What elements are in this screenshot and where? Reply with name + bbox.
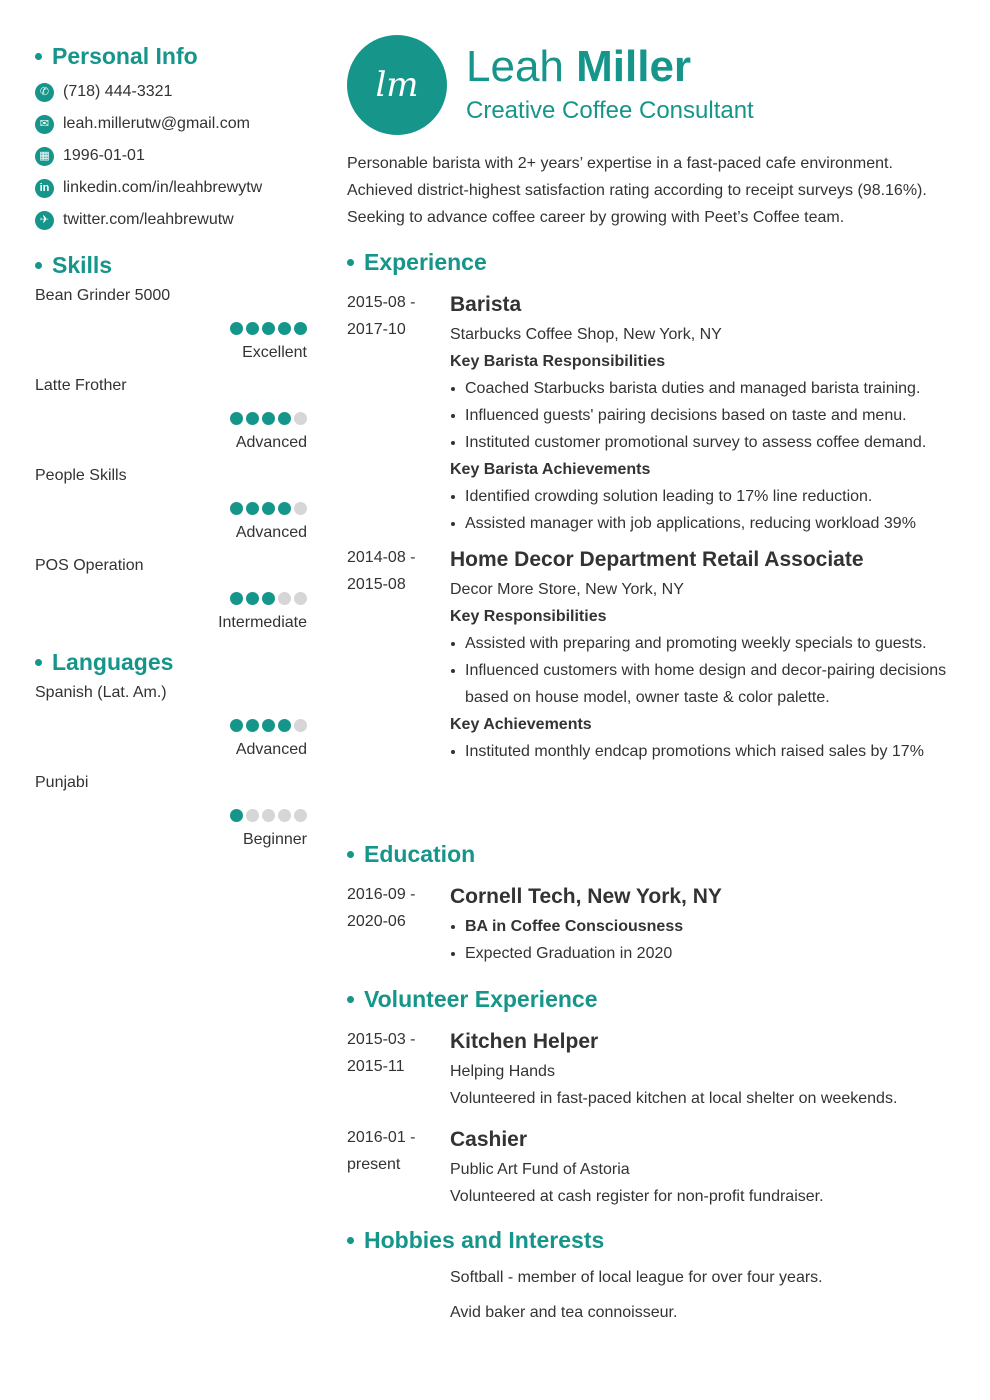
rating-dot-empty [278,592,291,605]
achievements-heading: Key Achievements [450,716,592,733]
list-item: Identified crowding solution leading to 17% line reduction. [450,483,962,510]
rating-dot-filled [246,719,259,732]
responsibilities-list [450,375,962,456]
achievements-list [450,483,962,537]
skills-heading: Skills [35,249,307,281]
skill-item [35,553,307,643]
summary: Personable barista with 2+ years’ expertise in a fast-paced cafe environment. Achieved district-highest satisfaction rating according to receipt surveys (98.16%). Seeking to advance coffee career by growing with Peet’s Coffee team. [347,155,927,226]
rating-dot-empty [294,809,307,822]
experience-section [347,246,962,765]
rating-dot-empty [294,719,307,732]
list-item: Assisted manager with job applications, reducing workload 39% [450,510,962,537]
bullet-icon [347,259,354,266]
rating-dot-filled [246,322,259,335]
graduation-note: Expected Graduation in 2020 [450,940,962,967]
rating-dot-empty [262,809,275,822]
bullet-icon [35,262,42,269]
skill-level: Advanced [235,524,307,541]
rating-dot-filled [230,502,243,515]
twitter-icon: ✈ [35,211,54,230]
volunteer-dates: 2015-03 - 2015-11 [347,1031,416,1075]
rating-dot-empty [278,809,291,822]
skill-level: Intermediate [218,614,307,631]
language-item [35,770,307,860]
volunteer-entry [347,1124,962,1210]
skill-item [35,283,307,373]
skill-level: Excellent [242,344,307,361]
list-item: Influenced guests' pairing decisions based on taste and menu. [450,402,962,429]
hobby-item: Softball - member of local league for over four years. [450,1269,823,1286]
rating-dot-filled [294,322,307,335]
job-dates: 2014-08 - 2015-08 [347,549,416,593]
phone-text: (718) 444-3321 [63,83,173,100]
volunteer-heading: Volunteer Experience [347,983,962,1015]
rating-dot-filled [262,322,275,335]
skill-rating [227,412,307,425]
hobbies-heading: Hobbies and Interests [347,1224,962,1256]
language-level: Beginner [242,831,307,848]
hobbies-list [450,1264,962,1326]
job-entry [347,544,962,765]
twitter-row [35,204,307,236]
rating-dot-filled [278,412,291,425]
skill-level: Advanced [235,434,307,451]
hobbies-section [347,1224,962,1326]
job-title: Barista [450,293,522,316]
twitter-text: twitter.com/leahbrewutw [63,211,234,228]
language-name: Punjabi [35,774,89,791]
experience-heading: Experience [347,246,962,278]
education-entry [347,881,962,967]
bullet-icon [347,996,354,1003]
volunteer-desc: Volunteered in fast-paced kitchen at local shelter on weekends. [450,1090,898,1107]
skill-name: POS Operation [35,557,144,574]
bullet-icon [35,53,42,60]
rating-dot-filled [230,322,243,335]
hobby-item: Avid baker and tea connoisseur. [450,1304,678,1321]
language-rating [227,719,307,732]
first-name: Leah [466,42,564,91]
rating-dot-empty [294,502,307,515]
responsibilities-list [450,630,962,711]
volunteer-dates: 2016-01 - present [347,1129,416,1173]
list-item: Influenced customers with home design and decor-pairing decisions based on house model, owner taste & color palette. [450,657,962,711]
job-entry [347,289,962,537]
volunteer-org: Helping Hands [450,1063,555,1080]
rating-dot-empty [294,592,307,605]
skill-rating [227,322,307,335]
personal-info-list [35,76,307,236]
bullet-icon [347,851,354,858]
left-column [35,40,307,860]
list-item: Instituted monthly endcap promotions which raised sales by 17% [450,738,962,765]
skill-item [35,463,307,553]
full-name [466,42,691,92]
volunteer-desc: Volunteered at cash register for non-profit fundraiser. [450,1188,824,1205]
personal-info-heading: Personal Info [35,40,307,72]
skill-name: Latte Frother [35,377,127,394]
skill-rating [227,592,307,605]
calendar-icon: ▦ [35,147,54,166]
birthdate-row [35,140,307,172]
skill-item [35,373,307,463]
language-name: Spanish (Lat. Am.) [35,684,167,701]
rating-dot-filled [262,502,275,515]
list-item: Instituted customer promotional survey to assess coffee demand. [450,429,962,456]
skills-list [35,283,307,643]
last-name: Miller [576,42,692,91]
linkedin-row [35,172,307,204]
birthdate-text: 1996-01-01 [63,147,145,164]
phone-icon: ✆ [35,83,54,102]
languages-list [35,680,307,860]
skill-rating [227,502,307,515]
rating-dot-filled [278,322,291,335]
volunteer-title: Cashier [450,1128,528,1151]
language-rating [227,809,307,822]
rating-dot-filled [262,412,275,425]
education-dates: 2016-09 - 2020-06 [347,886,416,930]
volunteer-entry [347,1026,962,1112]
linkedin-icon: in [35,179,54,198]
rating-dot-filled [230,719,243,732]
rating-dot-filled [230,809,243,822]
rating-dot-empty [246,809,259,822]
rating-dot-filled [262,592,275,605]
responsibilities-heading: Key Barista Responsibilities [450,353,666,370]
achievements-heading: Key Barista Achievements [450,461,651,478]
rating-dot-filled [246,412,259,425]
skill-name: Bean Grinder 5000 [35,287,171,304]
volunteer-title: Kitchen Helper [450,1030,599,1053]
languages-heading: Languages [35,646,307,678]
volunteer-org: Public Art Fund of Astoria [450,1161,630,1178]
list-item: Coached Starbucks barista duties and managed barista training. [450,375,962,402]
education-heading: Education [347,838,962,870]
list-item: Assisted with preparing and promoting weekly specials to guests. [450,630,962,657]
skill-name: People Skills [35,467,127,484]
education-section [347,838,962,967]
achievements-list [450,738,962,765]
degree: BA in Coffee Consciousness [450,913,962,940]
job-company: Starbucks Coffee Shop, New York, NY [450,326,722,343]
email-icon: ✉ [35,115,54,134]
email-row [35,108,307,140]
education-details [450,913,962,967]
rating-dot-filled [278,502,291,515]
job-dates: 2015-08 - 2017-10 [347,294,416,338]
rating-dot-filled [262,719,275,732]
volunteer-section [347,983,962,1210]
school-name: Cornell Tech, New York, NY [450,885,722,908]
job-title: Creative Coffee Consultant [466,97,754,124]
rating-dot-empty [294,412,307,425]
job-company: Decor More Store, New York, NY [450,581,684,598]
bullet-icon [35,659,42,666]
rating-dot-filled [246,502,259,515]
responsibilities-heading: Key Responsibilities [450,608,607,625]
rating-dot-filled [278,719,291,732]
initials-avatar: lm [347,35,447,135]
language-level: Advanced [235,741,307,758]
phone-row [35,76,307,108]
linkedin-text: linkedin.com/in/leahbrewytw [63,179,263,196]
language-item [35,680,307,770]
rating-dot-filled [230,412,243,425]
rating-dot-filled [246,592,259,605]
bullet-icon [347,1237,354,1244]
email-text: leah.millerutw@gmail.com [63,115,250,132]
job-title: Home Decor Department Retail Associate [450,548,864,571]
rating-dot-filled [230,592,243,605]
